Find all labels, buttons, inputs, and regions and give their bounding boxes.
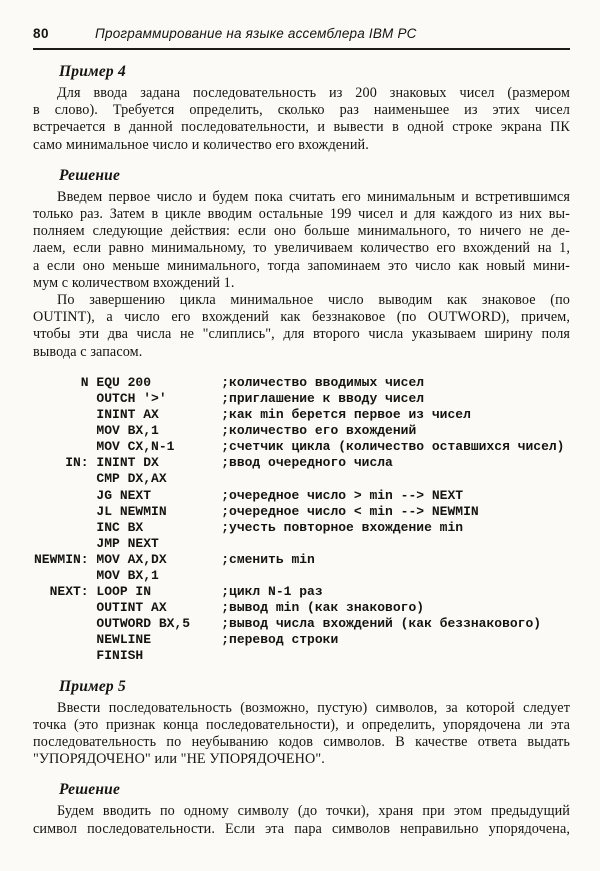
- text-line: само минимальное число и количество его вхождений.: [33, 136, 369, 153]
- text-line: Ввести последовательность (возможно, пустую) символов, за которой следует: [57, 699, 570, 716]
- text-line: символ последовательности. Если эта пара символов неправильно упорядочена,: [33, 820, 570, 837]
- text-line: лаем, если равно минимальному, то увеличиваем количество его вхождений на 1,: [33, 240, 570, 257]
- code-line: OUTINT AX ;вывод min (как знакового): [34, 600, 425, 616]
- text-line: только раз. Затем в цикле вводим остальные 199 чисел и для каждого из них вы-: [33, 206, 570, 223]
- example5-solution-paragraph: [33, 803, 570, 837]
- example4-solution-paragraph-1: [33, 189, 570, 292]
- example5-task: [33, 700, 570, 769]
- text-line: вывода с запасом.: [33, 343, 143, 360]
- code-line: JL NEWMIN ;очередное число < min --> NEWMIN: [34, 503, 479, 519]
- text-line: мум с количеством вхождений 1.: [33, 274, 235, 291]
- text-line: OUTINT), а число его вхождений как беззнаковое (по OUTWORD), причем,: [33, 309, 570, 326]
- text-line: последовательность по неубыванию кодов символов. В качестве ответа выдать: [33, 733, 570, 750]
- code-line: OUTCH '>' ;приглашение к вводу чисел: [34, 390, 425, 406]
- text-line: Для ввода задана последовательность из 200 знаковых чисел (размером: [57, 85, 570, 101]
- text-line: Введем первое число и будем пока считать его минимальным и встретившимся: [57, 188, 570, 205]
- code-line: MOV BX,1 ;количество его вхождений: [34, 423, 417, 439]
- code-line: NEWLINE ;перевод строки: [34, 632, 339, 648]
- example5-solution-heading: Решение: [59, 781, 121, 799]
- code-line: MOV CX,N-1 ;счетчик цикла (количество оставшихся чисел): [34, 439, 565, 455]
- text-line: По завершению цикла минимальное число выводим как знаковое (по: [57, 292, 570, 309]
- text-line: встречается в данной последовательности, и вывести в одной строке экрана ПК: [33, 119, 570, 136]
- example4-task: [33, 85, 570, 154]
- code-line: MOV BX,1: [34, 567, 159, 583]
- assembly-listing: [34, 375, 570, 665]
- code-line: JMP NEXT: [34, 535, 159, 551]
- code-line: N EQU 200 ;количество вводимых чисел: [34, 374, 425, 390]
- header-rule: [33, 48, 570, 50]
- example4-heading: Пример 4: [59, 63, 126, 80]
- example5-heading: Пример 5: [59, 677, 126, 695]
- code-line: FINISH: [34, 648, 144, 664]
- text-line: точка (это признак конца последовательности), и определить, упорядочена ли эта: [33, 716, 570, 733]
- text-line: а если оно меньше минимального, тогда запоминаем это число как новый мини-: [33, 257, 570, 274]
- page-number: 80: [33, 26, 50, 41]
- text-line: в слово). Требуется определить, сколько раз наименьшее из этих чисел: [33, 102, 570, 119]
- code-line: ININT AX ;как min берется первое из чисел: [34, 407, 471, 423]
- text-line: чтобы эти два числа не "слиплись", для второго числа указываем ширину поля: [33, 326, 570, 343]
- code-line: CMP DX,AX: [34, 471, 167, 487]
- code-line: INC BX ;учесть повторное вхождение min: [34, 519, 464, 535]
- code-line: NEXT: LOOP IN ;цикл N-1 раз: [34, 584, 323, 600]
- running-header: [33, 26, 570, 41]
- example4-solution-heading: Решение: [59, 166, 121, 184]
- running-title: Программирование на языке ассемблера IBM PC: [95, 26, 417, 41]
- code-line: IN: ININT DX ;ввод очередного числа: [34, 455, 393, 471]
- text-line: Будем вводить по одному символу (до точки), храня при этом предыдущий: [57, 803, 570, 820]
- text-line: "УПОРЯДОЧЕНО" или "НЕ УПОРЯДОЧЕНО".: [33, 751, 325, 768]
- code-line: OUTWORD BX,5 ;вывод числа вхождений (как беззнакового): [34, 616, 542, 632]
- example4-solution-paragraph-2: [33, 292, 570, 361]
- text-line: полняем следующие действия: если оно больше минимального, то ничего не де-: [33, 223, 570, 240]
- code-line: NEWMIN: MOV AX,DX ;сменить min: [34, 551, 315, 567]
- code-line: JG NEXT ;очередное число > min --> NEXT: [34, 487, 464, 503]
